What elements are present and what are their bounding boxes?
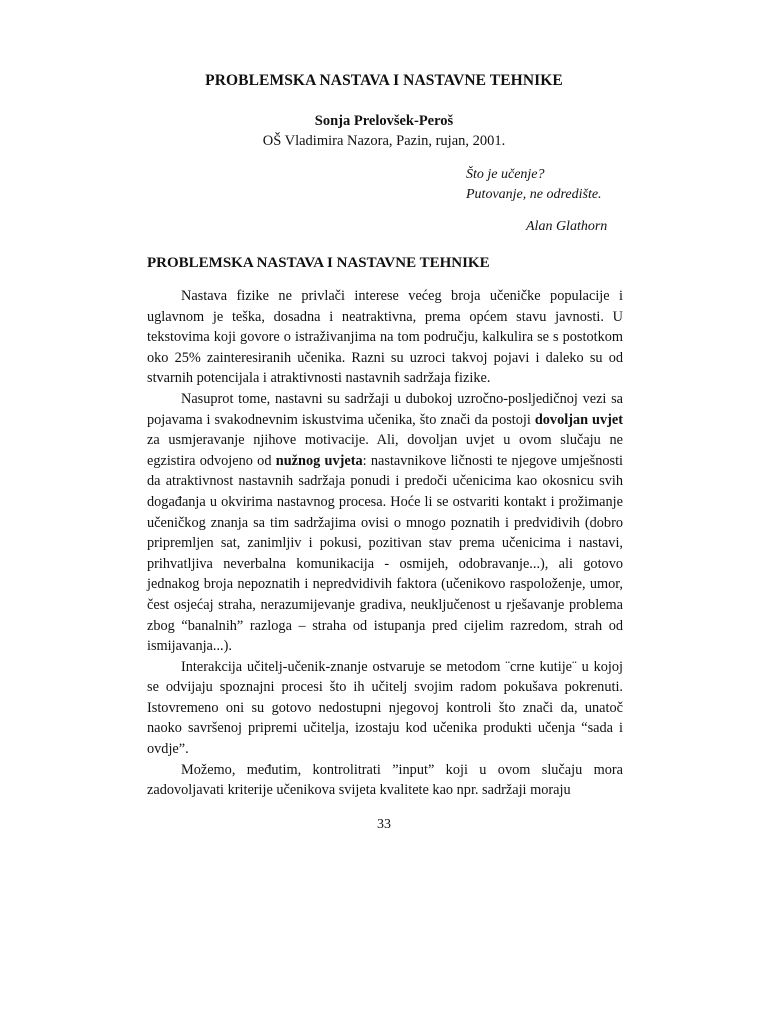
emphasis-text: dovoljan uvjet [534,411,623,428]
author-name: Sonja Prelovšek-Peroš [314,113,454,129]
paragraph-text: za usmjeravanje njihove motivacije. Ali, dovoljan uvjet u ovom slučaju ne egzistira odvojeno od [147,432,623,469]
motto-line: Što je učenje? [466,167,545,182]
paragraph-text: Nasuprot tome, nastavni su sadržaji u dubokoj uzročno-posljedičnoj vezi sa pojavama i svakodnevnim iskustvima učenika, što znači da postoji [147,390,623,428]
section-heading: PROBLEMSKA NASTAVA I NASTAVNE TEHNIKE [147,255,490,271]
document-title: PROBLEMSKA NASTAVA I NASTAVNE TEHNIKE [205,72,563,89]
paragraph: Interakcija učitelj-učenik-znanje ostvaruje se metodom ¨crne kutije¨ u kojoj se odvijaju spoznajni procesi što ih učitelj svojim radom pokušava pokrenuti. Istovremeno oni su gotovo nedostupni njegovoj kontroli što znači da, unatoč naoko savršenoj pripremi učitelja, izostaju kod učenika produkti učenja “sada i ovdje”. [147,658,623,758]
motto-quote [466,165,666,205]
author-affiliation: OŠ Vladimira Nazora, Pazin, rujan, 2001. [262,133,506,149]
paragraph [147,389,623,657]
paragraph: Nastava fizike ne privlači interese većeg broja učeničke populacije i uglavnom je teška, dosadna i neatraktivna, prema općem stavu javnosti. U tekstovima koji govore o istraživanjima na tom području, kalkulira se s postotkom oko 25% zainteresiranih učenika. Razni su uzroci takvoj pojavi i daleko su od stvarnih potencijala i atraktivnosti nastavnih sadržaja fizike. [147,288,623,387]
page-number: 33 [377,817,391,832]
paragraph-text: : nastavnikove ličnosti te njegove umješnosti da atraktivnost nastavnih sadržaja ponudi i predoči učenicima kao okosnicu svih događanja u okvirima nastavnog procesa. Hoće li se ostvariti kontakt i prožimanje učeničkog znanja sa tim sadržajima ovisi o mnogo poznatih i predvidivih (dobro pripremljen sat, zanimljiv i pokusi, pozitivan stav prema učenicima i nastavi, prihvatljiva neverbalna komunikacija - osmijeh, odobravanje...), ali gotovo jednakog broja nepoznatih i nepredvidivih faktora (učenikovo raspoloženje, umor, čest osjećaj straha, nerazumijevanje gradiva, neuključenost u rješavanje problema zbog “banalnih” razloga – straha od istupanja pred cijelim razredom, strah od ismijavanja...). [147,452,624,655]
emphasis-text: nužnog uvjeta [275,452,363,469]
motto-author: Alan Glathorn [526,219,608,234]
motto-line: Putovanje, ne odredište. [466,187,602,202]
body-text [147,286,623,801]
paragraph: Možemo, međutim, kontrolitrati ”input” koji u ovom slučaju mora zadovoljavati kriterije učenikova svijeta kvalitete kao npr. sadržaji moraju [147,761,623,799]
